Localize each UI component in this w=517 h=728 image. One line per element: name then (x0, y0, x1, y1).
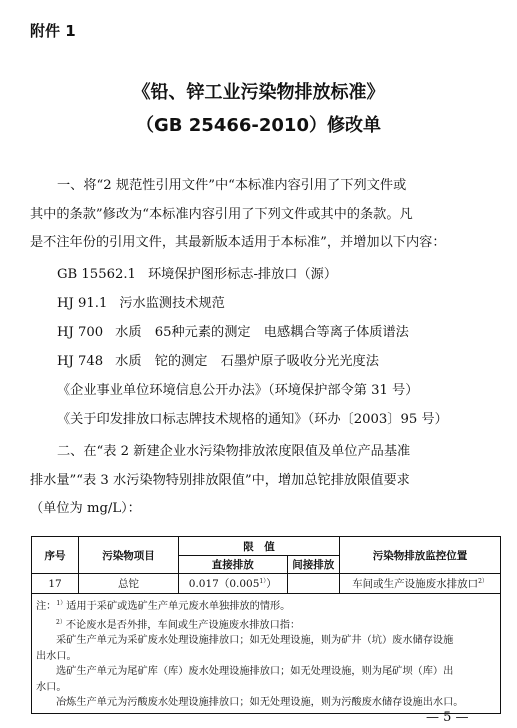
paragraph-two-line-2: 排水量”“表 3 水污染物特别排放限值”中，增加总铊排放限值要求 (30, 472, 410, 488)
reference-text: 《关于印发排放口标志牌技术规格的通知》（环办〔2003〕95 号） (57, 412, 448, 427)
note-3-cont: 出水口。 (36, 650, 77, 662)
reference-item (57, 318, 448, 347)
reference-text: 《企业事业单位环境信息公开办法》（环境保护部令第 31 号） (57, 383, 419, 398)
table-notes (32, 594, 501, 714)
cell-location-value: 车间或生产设施废水排放口 (352, 578, 479, 590)
cell-direct-note: 1） (259, 578, 267, 585)
cell-location (340, 574, 501, 594)
reference-code: GB 15562.1 (57, 267, 136, 282)
page-number: — 5 — (426, 710, 469, 725)
paragraph-one-line-2: 其中的条款”修改为“本标准内容引用了下列文件或其中的条款。凡 (30, 206, 413, 222)
cell-pollutant: 总铊 (79, 574, 179, 594)
attachment-label: 附件 1 (30, 22, 76, 40)
table-row (32, 574, 501, 594)
paragraph-one (30, 172, 500, 258)
reference-code: HJ 700 (57, 325, 104, 340)
header-pollutant: 污染物项目 (79, 537, 179, 574)
paragraph-two (30, 438, 500, 524)
reference-text: 环境保护图形标志-排放口（源） (147, 267, 338, 282)
reference-item (57, 347, 448, 376)
note-1: 注：$^{1)}$适用于采矿或选矿生产单元废水单独排放的情形。 (36, 600, 291, 612)
reference-item (57, 405, 448, 434)
note-2: $^{2)}$不论废水是否外排，车间或生产设施废水排放口指： (56, 618, 301, 631)
cell-seq: 17 (32, 574, 79, 594)
reference-list (57, 260, 448, 434)
header-indirect: 间接排放 (287, 556, 339, 574)
note-4: 选矿生产单元为尾矿库（库）废水处理设施排放口；如无处理设施，则为尾矿坝（库）出 (56, 666, 454, 677)
reference-code: HJ 91.1 (57, 296, 108, 311)
reference-item (57, 289, 448, 318)
reference-item (57, 260, 448, 289)
cell-indirect (287, 574, 339, 594)
cell-direct-value: 0.017（0.005 (188, 578, 260, 590)
cell-direct (179, 574, 288, 594)
reference-item (57, 376, 448, 405)
paragraph-one-line-3: 是不注年份的引用文件，其最新版本适用于本标准”，并增加以下内容： (30, 235, 446, 250)
reference-text: 水质 65种元素的测定 电感耦合等离子体质谱法 (115, 325, 409, 340)
note-5: 冶炼生产单元为污酸废水处理设施排放口；如无处理设施，则为污酸废水储存设施出水口。 (56, 697, 464, 708)
paragraph-one-line-1: 一、将“2 规范性引用文件”中“本标准内容引用了下列文件或 (57, 178, 407, 193)
emission-limit-table (31, 536, 501, 714)
note-3: 采矿生产单元为采矿废水处理设施排放口；如无处理设施，则为矿井（坑）废水储存设施 (56, 635, 454, 646)
reference-text: 污水监测技术规范 (119, 296, 225, 311)
cell-direct-close: ） (266, 578, 277, 590)
document-subtitle: （GB 25466-2010）修改单 (136, 115, 381, 136)
cell-location-note: 2） (478, 578, 488, 585)
note-4-cont: 水口。 (36, 681, 67, 693)
reference-text: 水质 铊的测定 石墨炉原子吸收分光光度法 (115, 354, 379, 369)
paragraph-two-line-3: （单位为 mg/L）： (30, 501, 141, 516)
header-limit: 限 值 (179, 537, 340, 556)
header-seq: 序号 (32, 537, 79, 574)
paragraph-two-line-1: 二、在“表 2 新建企业水污染物排放浓度限值及单位产品基准 (57, 444, 411, 459)
header-direct: 直接排放 (179, 556, 288, 574)
reference-code: HJ 748 (57, 354, 104, 369)
header-location: 污染物排放监控位置 (340, 537, 501, 574)
document-title: 《铅、锌工业污染物排放标准》 (132, 82, 385, 103)
